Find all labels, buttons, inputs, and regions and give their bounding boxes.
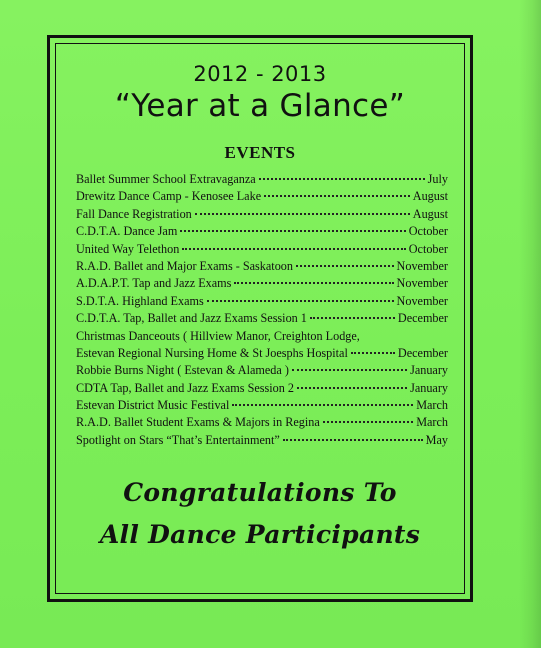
event-month: December (397, 311, 448, 326)
event-row (76, 294, 448, 311)
event-name: Fall Dance Registration (76, 206, 192, 221)
participants-line: All Dance Participants (99, 520, 421, 549)
dot-leader (207, 300, 394, 302)
dot-leader (323, 421, 413, 423)
event-name: R.A.D. Ballet Student Exams & Majors in Regina (76, 415, 320, 430)
event-row (76, 224, 448, 241)
event-month: January (410, 380, 448, 395)
event-name: Drewitz Dance Camp - Kenosee Lake (76, 189, 262, 204)
event-month: March (416, 398, 448, 413)
events-title: EVENTS (224, 143, 296, 162)
event-name: United Way Telethon (76, 241, 180, 256)
event-name: Estevan District Music Festival (76, 398, 230, 413)
event-row (76, 207, 448, 224)
event-row (76, 172, 448, 189)
event-name: S.D.T.A. Highland Exams (76, 293, 204, 308)
dot-leader (182, 248, 405, 250)
event-row (76, 311, 448, 328)
event-name: Estevan Regional Nursing Home & St Joesphs Hospital (76, 345, 348, 360)
dot-leader (297, 387, 407, 389)
event-name: R.A.D. Ballet and Major Exams - Saskatoon (76, 258, 293, 273)
event-month: December (397, 345, 448, 360)
dot-leader (195, 213, 410, 215)
dot-leader (180, 230, 405, 232)
event-row (76, 329, 448, 346)
event-row (76, 346, 448, 363)
events-list (76, 172, 448, 450)
event-row (76, 433, 448, 450)
event-name: C.D.T.A. Dance Jam (76, 224, 178, 239)
event-month: October (408, 224, 448, 239)
event-row (76, 189, 448, 206)
dot-leader (259, 178, 425, 180)
event-row (76, 259, 448, 276)
dot-leader (264, 195, 410, 197)
dot-leader (351, 352, 395, 354)
event-row (76, 276, 448, 293)
event-name: CDTA Tap, Ballet and Jazz Exams Session 2 (76, 380, 294, 395)
event-month: October (408, 241, 448, 256)
congratulations-line: Congratulations To (123, 478, 397, 507)
event-name: C.D.T.A. Tap, Ballet and Jazz Exams Session 1 (76, 311, 307, 326)
years-heading: 2012 - 2013 (193, 62, 327, 86)
dot-leader (232, 404, 413, 406)
event-name: Ballet Summer School Extravaganza (76, 172, 256, 186)
dot-leader (296, 265, 394, 267)
event-row (76, 363, 448, 380)
dot-leader (292, 369, 407, 371)
event-row (76, 381, 448, 398)
event-row (76, 415, 448, 432)
event-month: January (410, 363, 448, 378)
event-month: August (412, 189, 448, 204)
dot-leader (234, 282, 393, 284)
event-name: A.D.A.P.T. Tap and Jazz Exams (76, 276, 232, 291)
event-name: Robbie Burns Night ( Estevan & Alameda ) (76, 363, 289, 378)
event-month: July (427, 172, 448, 186)
event-month: November (396, 258, 448, 273)
event-name: Christmas Danceouts ( Hillview Manor, Creighton Lodge, (76, 328, 360, 343)
event-name: Spotlight on Stars “That’s Entertainment” (76, 432, 280, 447)
event-month: March (416, 415, 448, 430)
event-month: August (412, 206, 448, 221)
event-row (76, 242, 448, 259)
event-month: November (396, 276, 448, 291)
event-row (76, 398, 448, 415)
dot-leader (283, 439, 423, 441)
dot-leader (310, 317, 395, 319)
event-month: November (396, 293, 448, 308)
page-edge-shadow (519, 0, 541, 648)
event-month: May (425, 432, 448, 447)
year-at-a-glance-title: “Year at a Glance” (114, 88, 406, 124)
